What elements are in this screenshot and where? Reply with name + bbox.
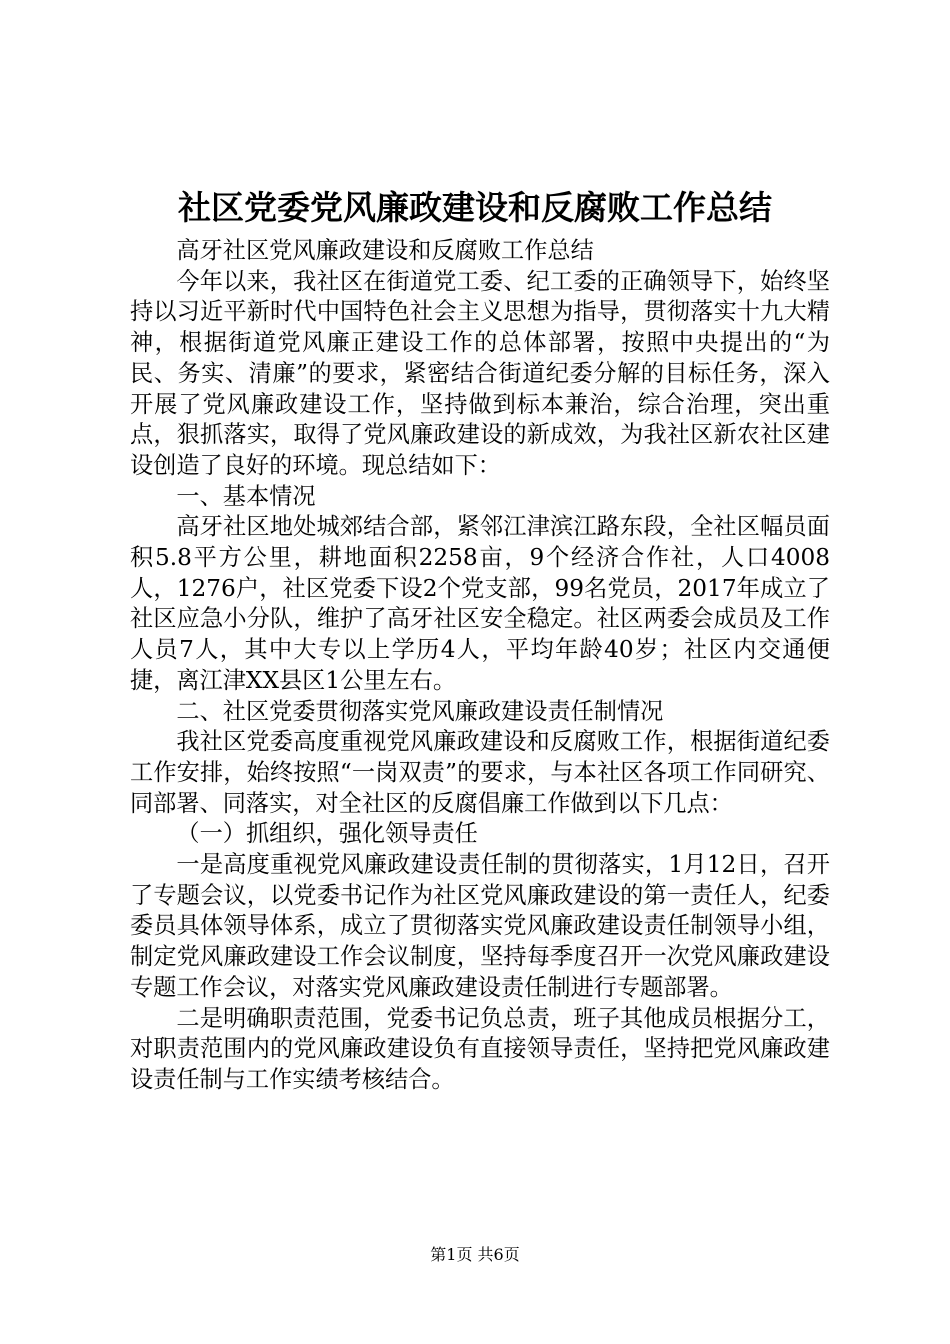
paragraph-responsibility: 我社区党委高度重视党风廉政建设和反腐败工作，根据街道纪委工作安排，始终按照“一岗双责”的要求，与本社区各项工作同研究、同部署、同落实，对全社区的反腐倡廉工作做到以下几点： <box>130 728 830 817</box>
page-footer: 第1页 共6页 <box>430 1245 520 1264</box>
paragraph-point-two: 二是明确职责范围，党委书记负总责，班子其他成员根据分工，对职责范围内的党风廉政建设负有直接领导责任，坚持把党风廉政建设责任制与工作实绩考核结合。 <box>130 1004 830 1093</box>
paragraph-point-one: 一是高度重视党风廉政建设责任制的贯彻落实，1月12日，召开了专题会议，以党委书记作为社区党风廉政建设的第一责任人，纪委委员具体领导体系，成立了贯彻落实党风廉政建设责任制领导小组，制定党风廉政建设工作会议制度，坚持每季度召开一次党风廉政建设专题工作会议，对落实党风廉政建设责任制进行专题部署。 <box>130 851 830 1001</box>
subsection-heading-organization: （一）抓组织，强化领导责任 <box>176 820 478 848</box>
paragraph-basic-info: 高牙社区地处城郊结合部，紧邻江津滨江路东段，全社区幅员面积5.8平方公里，耕地面积2258亩，9个经济合作社，人口4008人，1276户，社区党委下设2个党支部，99名党员，2017年成立了社区应急小分队，维护了高牙社区安全稳定。社区两委会成员及工作人员7人，其中大专以上学历4人，平均年龄40岁；社区内交通便捷，离江津XX县区1公里左右。 <box>130 513 830 694</box>
document-title: 社区党委党风廉政建设和反腐败工作总结 <box>178 188 772 227</box>
paragraph-intro: 今年以来，我社区在街道党工委、纪工委的正确领导下，始终坚持以习近平新时代中国特色社会主义思想为指导，贯彻落实十九大精神，根据街道党风廉正建设工作的总体部署，按照中央提出的“为民、务实、清廉”的要求，紧密结合街道纪委分解的目标任务，深入开展了党风廉政建设工作，坚持做到标本兼治，综合治理，突出重点，狠抓落实，取得了党风廉政建设的新成效，为我社区新农社区建设创造了良好的环境。现总结如下： <box>130 267 830 479</box>
section-heading-responsibility: 二、社区党委贯彻落实党风廉政建设责任制情况 <box>176 697 664 725</box>
paragraph-subtitle: 高牙社区党风廉政建设和反腐败工作总结 <box>176 237 594 264</box>
section-heading-basic: 一、基本情况 <box>176 482 316 510</box>
document-body <box>130 236 830 1096</box>
